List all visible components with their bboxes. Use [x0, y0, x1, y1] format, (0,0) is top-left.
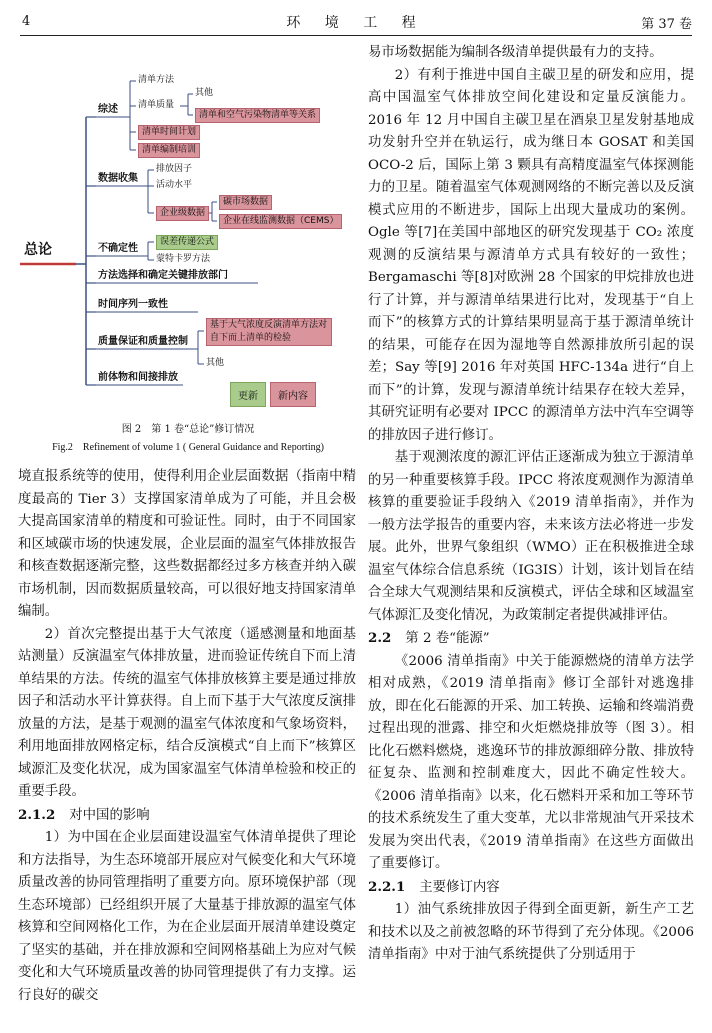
- branch-uncertainty: 不确定性: [98, 243, 138, 254]
- branch-qa-qc: 质量保证和质量控制: [98, 336, 188, 347]
- legend-new: 新内容: [270, 382, 316, 407]
- paragraph: 1）为中国在企业层面建设温室气体清单提供了理论和方法指导，为生态环境部开展应对气候变化和大气环境质量改善的协同管理指明了重要方向。原环境保护部（现生态环境部）已经组织开展了大量基于排放源的温室气体核算和空间网格化工作，为在企业层面开展清单建设奠定了坚实的基础，并在排放源和空间网格基础上为应对气候变化和大气环境质量改善的协同管理提供了有力支撑。运行良好的碳交: [18, 830, 356, 1003]
- node-other-1: 其他: [195, 88, 214, 98]
- node-time-plan: 清单时间计划: [138, 125, 200, 140]
- mindmap-lines: [18, 42, 358, 417]
- paragraph: 易市场数据能为编制各级清单提供最有力的支持。: [368, 45, 663, 60]
- paragraph: 2）首次完整提出基于大气浓度（遥感测量和地面基站测量）反演温室气体排放量，进而验证传统自下而上清单结果的方法。传统的温室气体排放核算主要是通过排放因子和活动水平计算获得。自上而下基于大气浓度反演排放量的方法，是基于观测的温室气体浓度和气象场资料，利用地面排放网格定标，结合反演模式“自上而下”核算区域源汇及变化状况，成为国家温室气体清单检验和校正的重要手段。: [18, 626, 356, 799]
- section-title: 对中国的影响: [69, 807, 150, 823]
- right-column: [368, 42, 694, 967]
- section-heading-2-2: [368, 627, 694, 651]
- node-other-2: 其他: [206, 358, 225, 368]
- paragraph: 境直报系统等的使用，使得利用企业层面数据（指南中精度最高的 Tier 3）支撑国家清单成为了可能，并且会极大提高国家清单的精度和可验证性。同时，由于不同国家和区域碳市场的快速发展，企业层面的温室气体排放报告和核查数据逐渐完整，这些数据都经过多方核查并纳入碳市场机制，因而数据质量较高，可以很好地支持国家清单编制。: [18, 469, 356, 619]
- branch-data-collection: 数据收集: [98, 173, 138, 184]
- journal-name: 环 境 工 程: [286, 15, 426, 31]
- node-cems-data: 企业在线监测数据（CEMS）: [219, 214, 342, 229]
- branch-method-selection: 方法选择和确定关键排放部门: [98, 270, 228, 281]
- section-title: 第 2 卷“能源”: [405, 631, 490, 646]
- running-header: [0, 0, 712, 40]
- paragraph: 1）油气系统排放因子得到全面更新，新生产工艺和技术以及之前被忽略的环节得到了充分体现。《2006 清单指南》中对于油气系统提供了分别适用于: [368, 902, 694, 962]
- figure-caption-cn: 图 2 第 1 卷“总论”修订情况: [121, 424, 255, 435]
- node-training: 清单编制培训: [138, 143, 200, 158]
- page-number: 4: [22, 14, 31, 29]
- paragraph: 2）有利于推进中国自主碳卫星的研发和应用，提高中国温室气体排放空间化建设和定量反演能力。2016 年 12 月中国自主碳卫星在酒泉卫星发射基地成功发射升空并在轨运行，成为继日本 GOSAT 和美国 OCO-2 后，国际上第 3 颗具有高精度温室气体探测能力的卫星。随着温室气体观测网络的不断完善以及反演模式应用的不断进步，国际上出现大量成功的案例。Ogle 等[7]在美国中部地区的研究发现基于 CO₂ 浓度观测的反演结果与源清单方式具有较好的一致性；Bergamaschi 等[8]对欧洲 28 个国家的甲烷排放也进行了计算，并与源清单结果进行比对，发现基于“自上而下”的核算方式的计算结果明显高于基于源清单统计的结果，可能存在因为湿地等自然源排放所引起的误差；Say 等[9] 2016 年对英国 HFC-134a 进行“自上而下”的计算，发现与源清单统计结果存在较大差异，其研究证明有必要对 IPCC 的源清单方法中汽车空调等的排放因子进行修订。: [368, 67, 694, 443]
- section-number: 2.2.1: [368, 878, 406, 895]
- node-enterprise-data: 企业级数据: [156, 206, 209, 221]
- header-rule: [20, 35, 692, 36]
- branch-overview: 综述: [98, 104, 118, 115]
- section-heading-2-1-2: [18, 804, 356, 828]
- node-monte-carlo: 蒙特卡罗方法: [156, 254, 211, 264]
- legend-updated: 更新: [230, 382, 266, 407]
- branch-time-series: 时间序列一致性: [98, 299, 168, 310]
- paragraph: 基于观测浓度的源汇评估正逐渐成为独立于源清单的另一种重要核算手段。IPCC 将浓度观测作为源清单核算的重要验证手段纳入《2019 清单指南》，并作为一般方法学报告的重要内容，未来该方法必将进一步发展。此外，世界气象组织（WMO）正在积极推进全球温室气体综合信息系统（IG3IS）计划，该计划旨在结合全球大气观测结果和反演模式，评估全球和区域温室气体源汇及变化情况，为政策制定者提供减排评估。: [368, 450, 694, 623]
- figure-caption-en: Fig.2 Refinement of volume 1 ( General Guidance and Reporting): [52, 442, 324, 453]
- branch-precursor: 前体物和间接排放: [98, 372, 178, 383]
- node-activity-level: 活动水平: [156, 180, 193, 190]
- section-number: 2.2: [368, 630, 392, 646]
- volume-label: 第 37 卷: [641, 17, 692, 32]
- node-inversion-verification: 基于大气浓度反演清单方法对自下而上清单的检验: [206, 318, 332, 346]
- section-title: 主要修订内容: [419, 879, 500, 895]
- section-number: 2.1.2: [18, 806, 56, 823]
- node-emission-factor: 排放因子: [156, 164, 193, 174]
- node-carbon-market-data: 碳市场数据: [219, 195, 272, 210]
- node-error-propagation: 误差传递公式: [156, 235, 218, 250]
- paragraph: 《2006 清单指南》中关于能源燃烧的清单方法学相对成熟，《2019 清单指南》修订全部针对逃逸排放，即在化石能源的开采、加工转换、运输和终端消费过程出现的泄露、排空和火炬燃烧排放等（图 3）。相比化石燃料燃烧，逃逸环节的排放源细碎分散、排放特征复杂、监测和控制难度大，因此不确定性较大。《2006 清单指南》以来，化石燃料开采和加工等环节的技术系统发生了重大变革，尤以非常规油气开采技术发展为突出代表，《2019 清单指南》在这些方面做出了重要修订。: [368, 653, 694, 871]
- section-heading-2-2-1: [368, 876, 694, 900]
- node-air-pollutant-relation: 清单和空气污染物清单等关系: [195, 108, 320, 123]
- left-column: [18, 466, 356, 1007]
- figure-mindmap: [18, 42, 358, 417]
- mindmap-root: 总论: [24, 242, 52, 258]
- node-inventory-quality: 清单质量: [138, 100, 175, 110]
- node-inventory-method: 清单方法: [138, 75, 175, 85]
